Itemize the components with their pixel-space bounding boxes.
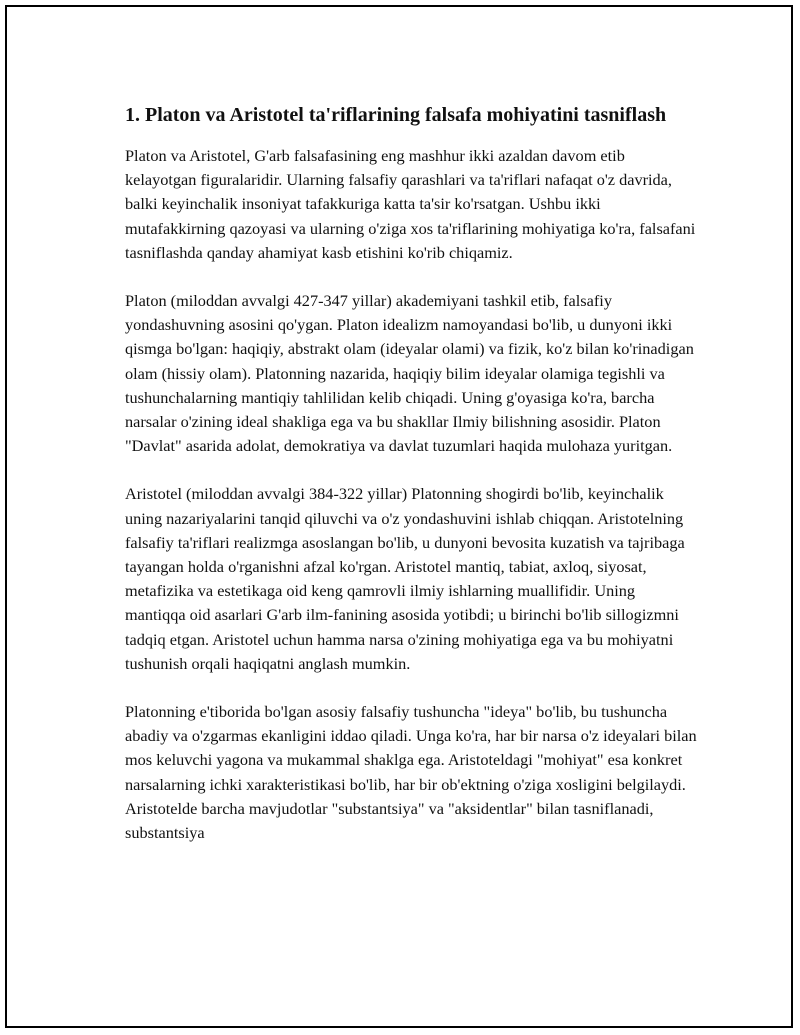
page-frame	[5, 5, 793, 1028]
document-title: 1. Platon va Aristotel ta'riflarining falsafa mohiyatini tasniflash	[125, 104, 667, 126]
paragraph-aristotel: Aristotel (miloddan avvalgi 384-322 yillar) Platonning shogirdi bo'lib, keyinchalik uning nazariyalarini tanqid qiluvchi va o'z yondashuvini ishlab chiqqan. Aristotelning falsafiy ta'riflari realizmga asoslangan bo'lib, u dunyoni bevosita kuzatish va tajribaga tayangan holda o'rganishni afzal ko'rgan. Aristotel mantiq, tabiat, axloq, siyosat, metafizika va estetikaga oid keng qamrovli ilmiy ishlarning muallifidir. Uning mantiqqa oid asarlari G'arb ilm-fanining asosida yotibdi; u birinchi bo'lib sillogizmni tadqiq etgan. Aristotel uchun hamma narsa o'zining mohiyatiga ega va bu mohiyatni tushunish orqali haqiqatni anglash mumkin.	[125, 484, 685, 673]
paragraph-ideya-mohiyat: Platonning e'tiborida bo'lgan asosiy falsafiy tushuncha "ideya" bo'lib, bu tushuncha abadiy va o'zgarmas ekanligini iddao qiladi. Unga ko'ra, har bir narsa o'z ideyalari bilan mos keluvchi yagona va mukammal shaklga ega. Aristoteldagi "mohiyat" esa konkret narsalarning ichki xarakteristikasi bo'lib, har bir ob'ektning o'ziga xosligini belgilaydi. Aristotelde barcha mavjudotlar "substantsiya" va "aksidentlar" bilan tasniflanadi, substantsiya	[125, 702, 697, 843]
document-body	[125, 101, 697, 869]
paragraph-intro: Platon va Aristotel, G'arb falsafasining eng mashhur ikki azaldan davom etib kelayotgan figuralaridir. Ularning falsafiy qarashlari va ta'riflari nafaqat o'z davrida, balki keyinchalik insoniyat tafakkuriga katta ta'sir ko'rsatgan. Ushbu ikki mutafakkirning qazoyasi va ularning o'ziga xos ta'riflarining mohiyatiga ko'ra, falsafani tasniflashda qanday ahamiyat kasb etishini ko'rib chiqamiz.	[125, 146, 696, 262]
paragraph-platon: Platon (miloddan avvalgi 427-347 yillar) akademiyani tashkil etib, falsafiy yondashuvning asosini qo'ygan. Platon idealizm namoyandasi bo'lib, u dunyoni ikki qismga bo'lgan: haqiqiy, abstrakt olam (ideyalar olami) va fizik, ko'z bilan ko'rinadigan olam (hissiy olam). Platonning nazarida, haqiqiy bilim ideyalar olamiga tegishli va tushunchalarning mantiqiy tahlilidan kelib chiqadi. Uning g'oyasiga ko'ra, barcha narsalar o'zining ideal shakliga ega va bu shakllar Ilmiy bilishning asosidir. Platon "Davlat" asarida adolat, demokratiya va davlat tuzumlari haqida mulohaza yuritgan.	[125, 291, 694, 456]
